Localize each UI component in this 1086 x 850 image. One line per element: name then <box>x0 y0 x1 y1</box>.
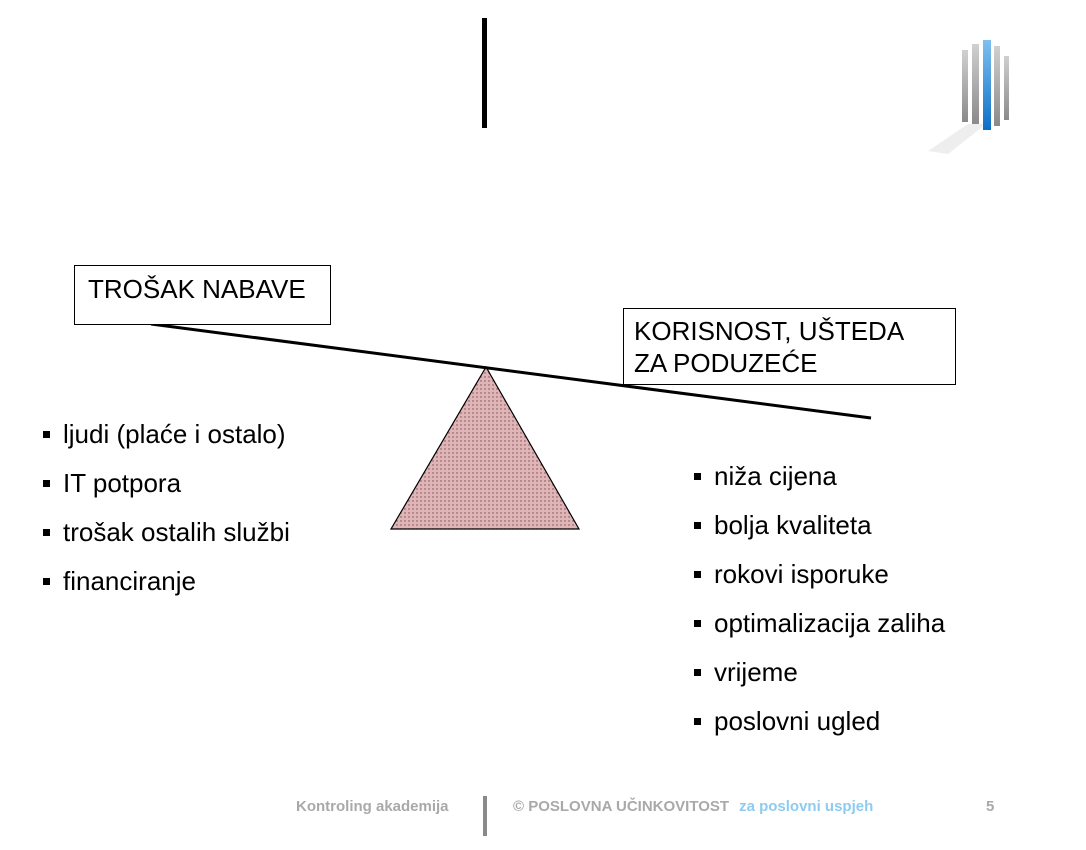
cost-box <box>74 265 331 325</box>
cost-box-title: TROŠAK NABAVE <box>88 274 306 304</box>
footer-separator <box>483 796 487 836</box>
benefit-list-item: vrijeme <box>694 656 945 705</box>
cost-list-item: ljudi (plaće i ostalo) <box>43 418 290 467</box>
benefit-list <box>694 460 945 754</box>
footer-copyright <box>513 798 873 815</box>
cost-list-item: trošak ostalih službi <box>43 516 290 565</box>
benefit-list-item: niža cijena <box>694 460 945 509</box>
benefit-list-item: rokovi isporuke <box>694 558 945 607</box>
fulcrum-triangle <box>391 367 579 529</box>
benefit-box-line-1: KORISNOST, UŠTEDA <box>634 316 905 346</box>
cost-list <box>43 418 290 614</box>
footer-academy-label: Kontroling akademija <box>296 798 449 815</box>
footer-tagline: za poslovni uspjeh <box>739 798 874 815</box>
benefit-list-item: bolja kvaliteta <box>694 509 945 558</box>
page-number: 5 <box>986 798 995 815</box>
benefit-list-item: poslovni ugled <box>694 705 945 754</box>
benefit-box <box>623 308 956 385</box>
cost-list-item: financiranje <box>43 565 290 614</box>
footer-copyright-text: © POSLOVNA UČINKOVITOST <box>513 798 730 815</box>
benefit-list-item: optimalizacija zaliha <box>694 607 945 656</box>
benefit-box-line-2: ZA PODUZEĆE <box>634 348 818 378</box>
cost-list-item: IT potpora <box>43 467 290 516</box>
